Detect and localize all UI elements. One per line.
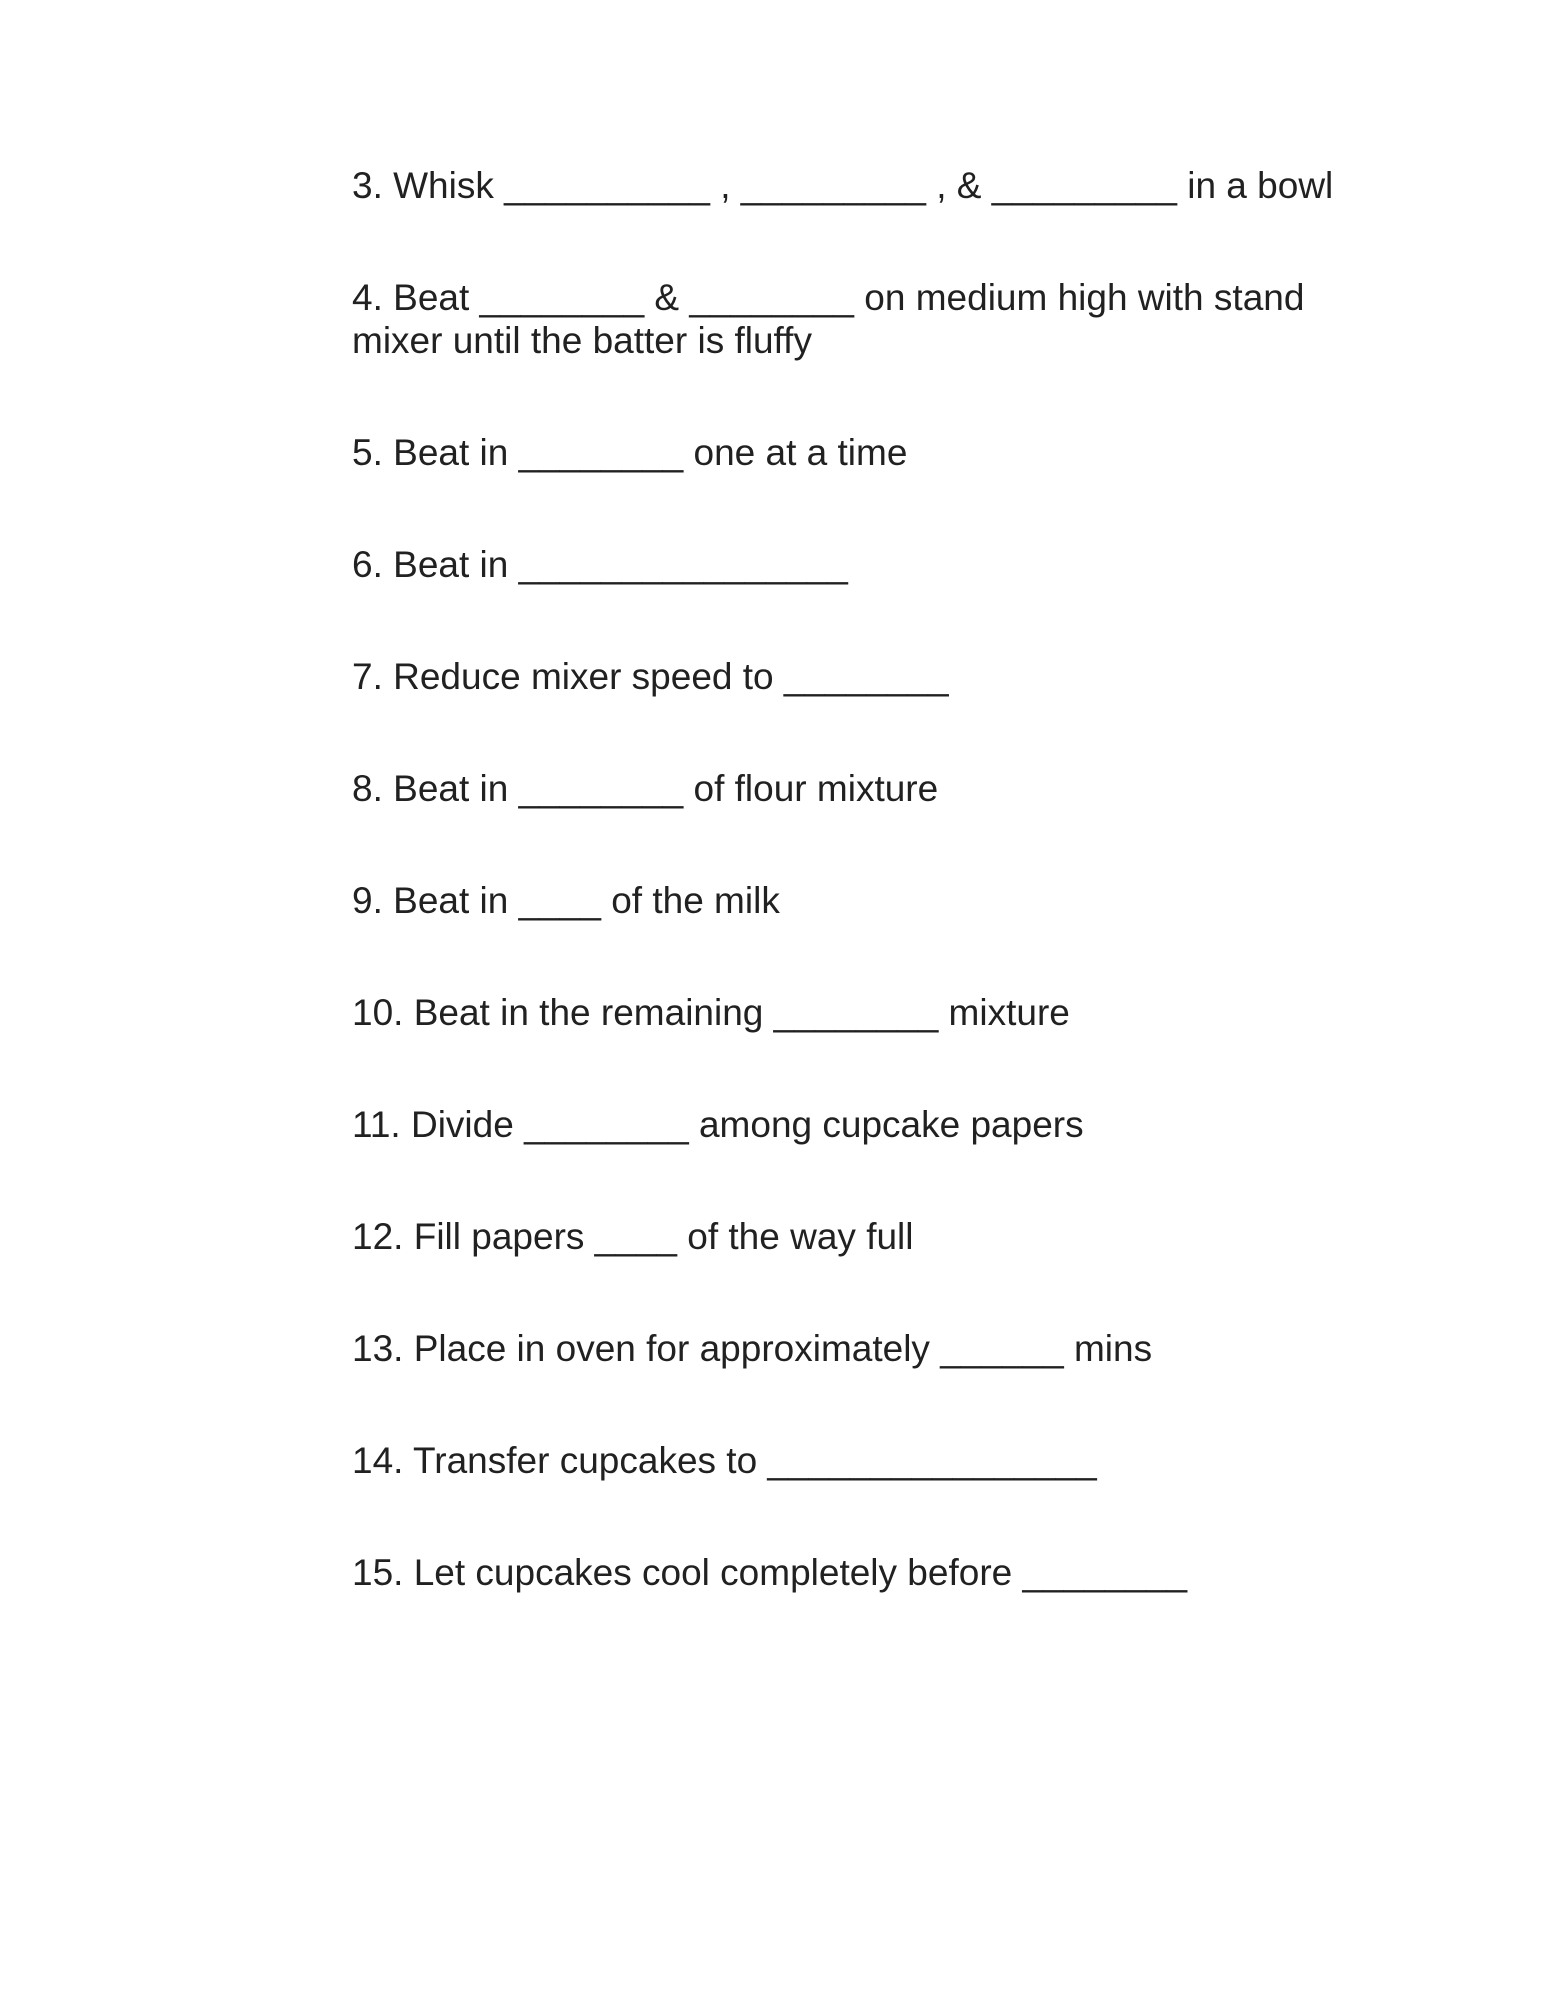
step-item-5 [352, 431, 1342, 474]
step-text: 10. Beat in the remaining ________ mixture [352, 992, 1070, 1033]
recipe-steps-list [352, 164, 1342, 1594]
step-text: 9. Beat in ____ of the milk [352, 880, 780, 921]
step-text: 4. Beat ________ & ________ on medium high with stand [352, 277, 1305, 318]
step-text: 8. Beat in ________ of flour mixture [352, 768, 939, 809]
step-item-3 [352, 164, 1342, 207]
step-item-13 [352, 1327, 1342, 1370]
step-item-6 [352, 543, 1342, 586]
step-text: 7. Reduce mixer speed to ________ [352, 656, 949, 697]
step-text: 14. Transfer cupcakes to ________________ [352, 1440, 1097, 1481]
step-item-15 [352, 1551, 1342, 1594]
step-text: 15. Let cupcakes cool completely before ________ [352, 1552, 1188, 1593]
step-text-wrapped: mixer until the batter is fluffy [352, 320, 812, 361]
step-text: 11. Divide ________ among cupcake papers [352, 1104, 1084, 1145]
step-text: 5. Beat in ________ one at a time [352, 432, 908, 473]
step-item-12 [352, 1215, 1342, 1258]
step-item-10 [352, 991, 1342, 1034]
step-item-8 [352, 767, 1342, 810]
step-text: 12. Fill papers ____ of the way full [352, 1216, 914, 1257]
step-text: 13. Place in oven for approximately ______ mins [352, 1328, 1153, 1369]
step-item-7 [352, 655, 1342, 698]
step-item-14 [352, 1439, 1342, 1482]
step-text: 6. Beat in ________________ [352, 544, 848, 585]
step-text: 3. Whisk __________ , _________ , & _________ in a bowl [352, 165, 1334, 206]
step-item-4 [352, 276, 1342, 362]
step-item-9 [352, 879, 1342, 922]
step-item-11 [352, 1103, 1342, 1146]
